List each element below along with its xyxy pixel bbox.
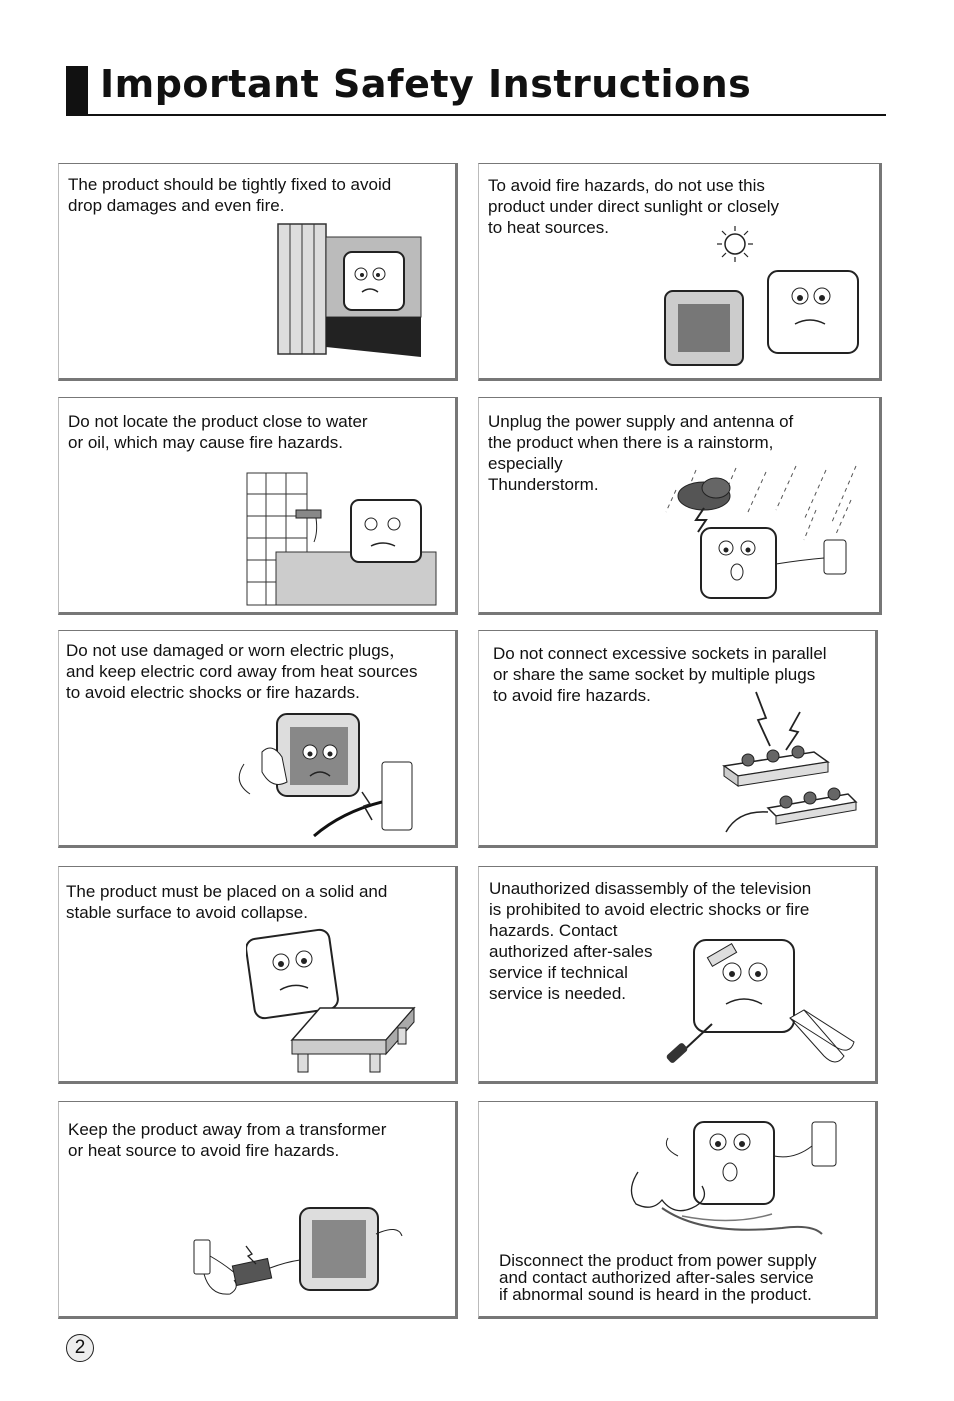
sun-heat-icon	[660, 226, 865, 368]
unstable-table-icon	[246, 928, 418, 1076]
transformer-icon	[190, 1204, 410, 1308]
page-number-badge: 2	[66, 1334, 94, 1362]
page-title: Important Safety Instructions	[100, 62, 752, 106]
damaged-plug-icon	[232, 712, 417, 840]
instruction-text-10: Disconnect the product from power supply and contact authorized after-sales service if abnormal sound is heard in the product.	[499, 1251, 817, 1304]
instruction-text-8: Unauthorized disassembly of the television is prohibited to avoid electric shocks or fire hazards. Contact authorized after-sales service if technical service is needed.	[489, 879, 812, 1003]
instruction-text-4: Unplug the power supply and antenna of the product when there is a rainstorm, especially Thunderstorm.	[488, 412, 794, 494]
title-accent-bar	[66, 66, 88, 114]
instruction-text-5: Do not use damaged or worn electric plugs， and keep electric cord away from heat sources to avoid electric shocks or fire hazards.	[66, 641, 418, 702]
instruction-text-7: The product must be placed on a solid and stable surface to avoid collapse.	[66, 882, 388, 922]
instruction-text-2: To avoid fire hazards, do not use this product under direct sunlight or closely to heat sources.	[488, 176, 780, 237]
instruction-text-9: Keep the product away from a transformer or heat source to avoid fire hazards.	[68, 1120, 387, 1160]
tv-on-shelf-icon	[276, 222, 426, 374]
power-strip-icon	[718, 690, 863, 835]
instruction-text-3: Do not locate the product close to water or oil, which may cause fire hazards.	[68, 412, 368, 452]
instruction-text-1: The product should be tightly fixed to avoid drop damages and even fire.	[68, 175, 392, 215]
screwdriver-pliers-icon	[664, 936, 862, 1072]
title-underline	[66, 114, 886, 116]
instruction-text-6: Do not connect excessive sockets in parallel or share the same socket by multiple plugs to avoid fire hazards.	[493, 644, 827, 705]
smoke-unplug-icon	[622, 1116, 842, 1242]
thunderstorm-icon	[656, 460, 866, 608]
water-tap-icon	[246, 472, 438, 606]
